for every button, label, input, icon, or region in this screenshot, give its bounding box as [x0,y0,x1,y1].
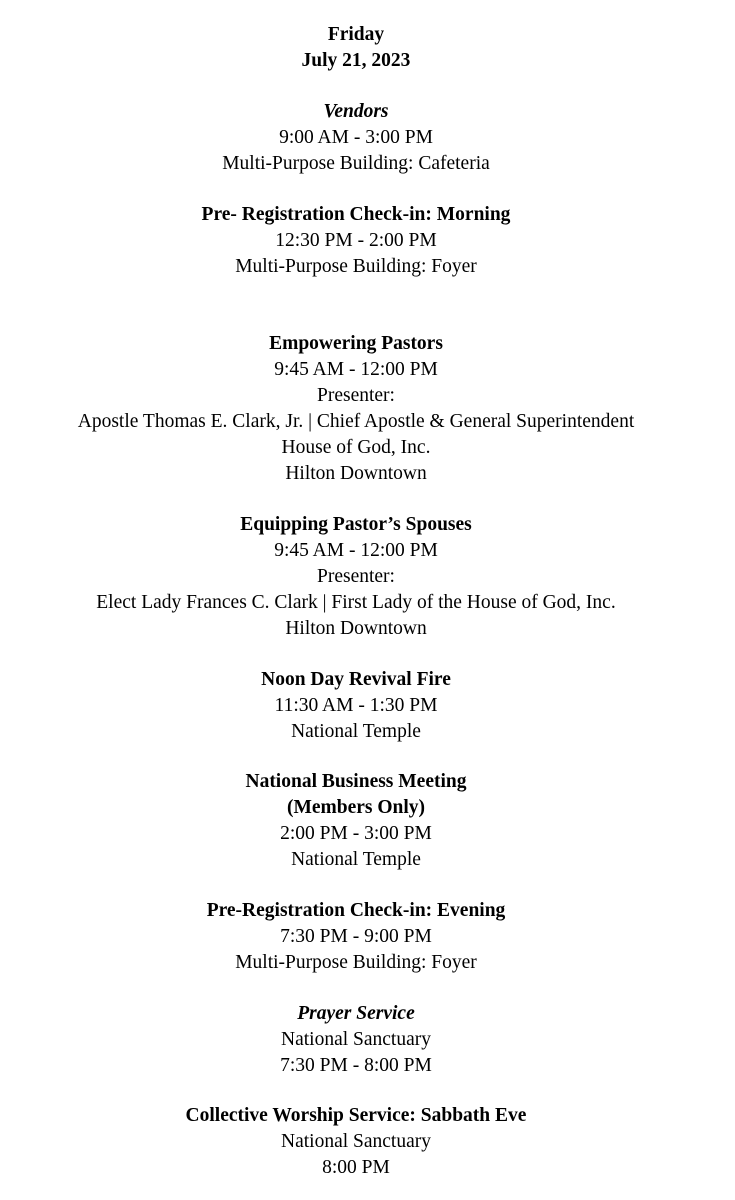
event-time-equipping-spouses: 9:45 AM - 12:00 PM [274,540,438,561]
event-time-business-meeting: 2:00 PM - 3:00 PM [280,823,432,844]
event-location-prayer-service: National Sanctuary [281,1029,431,1050]
event-location-prereg-evening: Multi-Purpose Building: Foyer [235,952,477,973]
event-time-vendors: 9:00 AM - 3:00 PM [279,127,433,148]
event-location-vendors: Multi-Purpose Building: Cafeteria [222,153,490,174]
event-time-prereg-morning: 12:30 PM - 2:00 PM [275,230,437,251]
organization-empowering-pastors: House of God, Inc. [281,437,431,458]
event-location-business-meeting: National Temple [291,849,421,870]
event-time-worship-service: 8:00 PM [322,1157,390,1178]
event-location-empowering-pastors: Hilton Downtown [285,463,427,484]
event-note-business-meeting: (Members Only) [286,797,426,818]
event-title-prereg-morning: Pre- Registration Check-in: Morning [201,204,511,225]
event-title-prayer-service: Prayer Service [297,1003,415,1024]
event-title-worship-service: Collective Worship Service: Sabbath Eve [185,1105,527,1126]
event-title-noon-day-revival: Noon Day Revival Fire [261,669,451,690]
event-title-equipping-spouses: Equipping Pastor’s Spouses [240,514,472,535]
presenter-label-equipping-spouses: Presenter: [317,566,395,587]
event-title-empowering-pastors: Empowering Pastors [269,333,443,354]
date-heading: July 21, 2023 [301,50,411,71]
presenter-label-empowering-pastors: Presenter: [317,385,395,406]
event-location-noon-day-revival: National Temple [291,721,421,742]
event-location-worship-service: National Sanctuary [281,1131,431,1152]
presenter-empowering-pastors: Apostle Thomas E. Clark, Jr. | Chief Apostle & General Superintendent [77,411,635,432]
event-location-prereg-morning: Multi-Purpose Building: Foyer [235,256,477,277]
event-time-noon-day-revival: 11:30 AM - 1:30 PM [274,695,438,716]
event-title-prereg-evening: Pre-Registration Check-in: Evening [206,900,506,921]
event-title-business-meeting: National Business Meeting [245,771,467,792]
event-time-prayer-service: 7:30 PM - 8:00 PM [280,1055,432,1076]
day-heading: Friday [327,24,385,45]
event-time-empowering-pastors: 9:45 AM - 12:00 PM [274,359,438,380]
event-time-prereg-evening: 7:30 PM - 9:00 PM [280,926,432,947]
event-title-vendors: Vendors [323,101,389,122]
presenter-equipping-spouses: Elect Lady Frances C. Clark | First Lady of the House of God, Inc. [96,592,616,613]
event-location-equipping-spouses: Hilton Downtown [285,618,427,639]
